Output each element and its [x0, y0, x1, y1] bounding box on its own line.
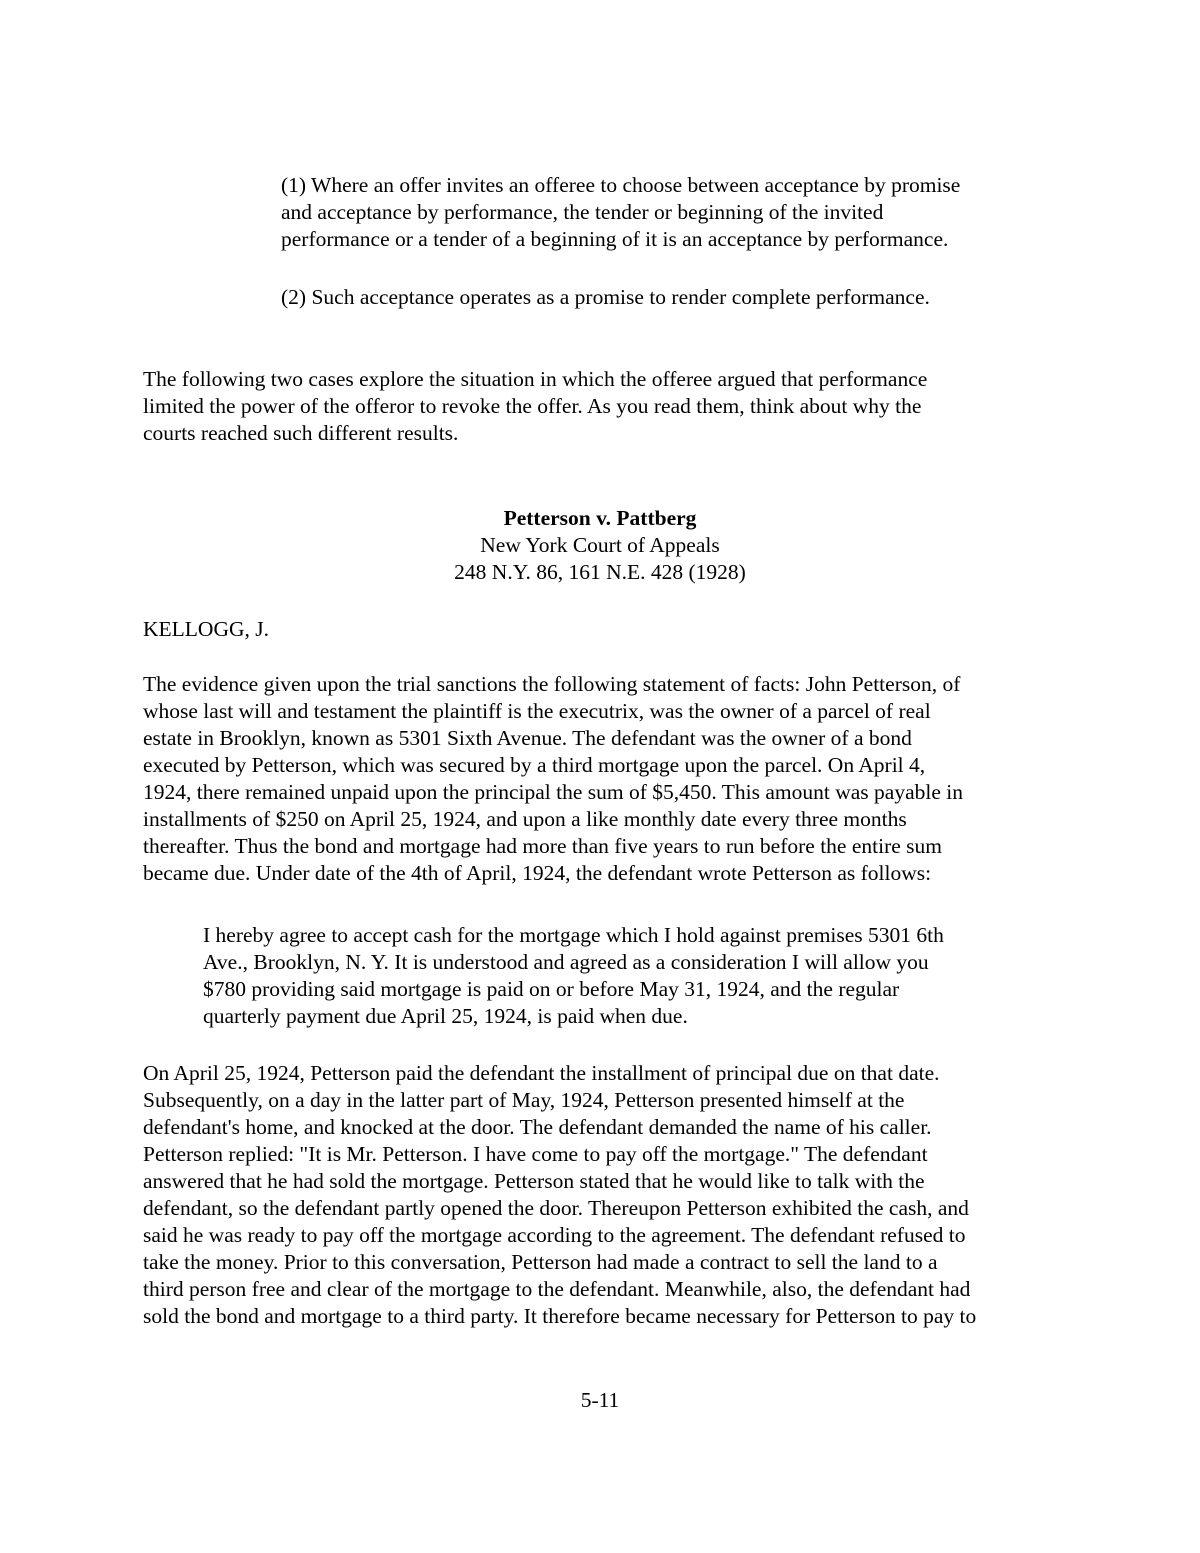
block-quote	[203, 922, 1043, 1030]
judge-label: KELLOGG, J.	[143, 617, 269, 641]
page-number	[0, 1387, 1200, 1414]
events-paragraph	[143, 1060, 1063, 1330]
text-line: thereafter. Thus the bond and mortgage had more than five years to run before the entire sum	[143, 834, 943, 858]
text-line: installments of $250 on April 25, 1924, and upon a like monthly date every three months	[143, 807, 907, 831]
text-line: limited the power of the offeror to revoke the offer. As you read them, think about why the	[143, 394, 922, 418]
text-line: courts reached such different results.	[143, 421, 459, 445]
text-line: (2) Such acceptance operates as a promise to render complete performance.	[281, 285, 930, 309]
rule-item-1	[281, 172, 1061, 253]
case-name: Petterson v. Pattberg	[503, 506, 697, 530]
case-citation: 248 N.Y. 86, 161 N.E. 428 (1928)	[454, 560, 746, 584]
text-line: said he was ready to pay off the mortgage according to the agreement. The defendant refused to	[143, 1223, 966, 1247]
text-line: sold the bond and mortgage to a third party. It therefore became necessary for Petterson to pay to	[143, 1304, 977, 1328]
intro-paragraph	[143, 366, 1063, 447]
text-line: executed by Petterson, which was secured by a third mortgage upon the parcel. On April 4,	[143, 753, 926, 777]
text-line: whose last will and testament the plaintiff is the executrix, was the owner of a parcel of real	[143, 699, 931, 723]
text-line: Ave., Brooklyn, N. Y. It is understood and agreed as a consideration I will allow you	[203, 950, 929, 974]
facts-paragraph	[143, 671, 1063, 887]
text-line: became due. Under date of the 4th of April, 1924, the defendant wrote Petterson as follows:	[143, 861, 932, 885]
text-line: 1924, there remained unpaid upon the principal the sum of $5,450. This amount was payable in	[143, 780, 964, 804]
text-line: answered that he had sold the mortgage. Petterson stated that he would like to talk with the	[143, 1169, 925, 1193]
rule-item-2	[281, 284, 1061, 311]
text-line: defendant, so the defendant partly opened the door. Thereupon Petterson exhibited the cash, and	[143, 1196, 969, 1220]
text-line: third person free and clear of the mortgage to the defendant. Meanwhile, also, the defendant had	[143, 1277, 971, 1301]
text-line: (1) Where an offer invites an offeree to choose between acceptance by promise	[281, 173, 961, 197]
text-line: estate in Brooklyn, known as 5301 Sixth Avenue. The defendant was the owner of a bond	[143, 726, 912, 750]
text-line: The following two cases explore the situation in which the offeree argued that performance	[143, 367, 928, 391]
text-line: defendant's home, and knocked at the door. The defendant demanded the name of his caller.	[143, 1115, 932, 1139]
text-line: Petterson replied: "It is Mr. Petterson. I have come to pay off the mortgage." The defendant	[143, 1142, 928, 1166]
text-line: and acceptance by performance, the tender or beginning of the invited	[281, 200, 884, 224]
text-line: I hereby agree to accept cash for the mortgage which I hold against premises 5301 6th	[203, 923, 944, 947]
text-line: performance or a tender of a beginning of it is an acceptance by performance.	[281, 227, 949, 251]
text-line: On April 25, 1924, Petterson paid the defendant the installment of principal due on that date.	[143, 1061, 940, 1085]
text-line: Subsequently, on a day in the latter part of May, 1924, Petterson presented himself at the	[143, 1088, 905, 1112]
case-court: New York Court of Appeals	[480, 533, 720, 557]
text-line: take the money. Prior to this conversation, Petterson had made a contract to sell the land to a	[143, 1250, 938, 1274]
judge-name	[143, 616, 269, 643]
text-line: $780 providing said mortgage is paid on or before May 31, 1924, and the regular	[203, 977, 900, 1001]
text-line: The evidence given upon the trial sanctions the following statement of facts: John Petterson, of	[143, 672, 961, 696]
text-line: quarterly payment due April 25, 1924, is paid when due.	[203, 1004, 688, 1028]
case-heading	[0, 505, 1200, 586]
page-number-label: 5-11	[580, 1388, 620, 1412]
